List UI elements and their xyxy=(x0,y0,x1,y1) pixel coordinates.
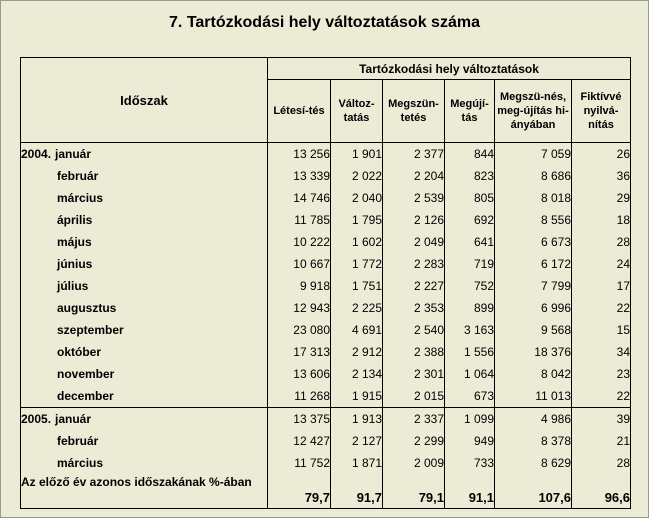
summary-fiktivve: 96,6 xyxy=(572,474,631,509)
month-label: szeptember xyxy=(57,323,124,337)
cell-megujitas: 3 163 xyxy=(445,319,495,341)
period-cell xyxy=(21,253,268,275)
month-label: április xyxy=(57,213,93,227)
table-row xyxy=(21,297,631,319)
cell-megszunes: 6 172 xyxy=(495,253,572,275)
month-label: december xyxy=(57,389,114,403)
cell-megszuntetes: 2 353 xyxy=(383,297,445,319)
cell-megszuntetes: 2 015 xyxy=(383,385,445,408)
year-label: 2005. xyxy=(21,412,52,426)
cell-megujitas: 805 xyxy=(445,187,495,209)
period-cell xyxy=(21,231,268,253)
cell-letesites: 13 256 xyxy=(268,143,331,166)
cell-valtoztatas: 1 901 xyxy=(331,143,383,166)
cell-valtoztatas: 1 871 xyxy=(331,452,383,474)
month-label: november xyxy=(57,367,115,381)
cell-megszuntetes: 2 388 xyxy=(383,341,445,363)
cell-megszuntetes: 2 299 xyxy=(383,430,445,452)
cell-fiktivve: 26 xyxy=(572,143,631,166)
cell-valtoztatas: 2 225 xyxy=(331,297,383,319)
cell-letesites: 23 080 xyxy=(268,319,331,341)
cell-megszunes: 7 059 xyxy=(495,143,572,166)
cell-letesites: 11 268 xyxy=(268,385,331,408)
cell-letesites: 10 667 xyxy=(268,253,331,275)
header-col-megszuntetes: Megszün-tetés xyxy=(383,80,445,143)
period-cell xyxy=(21,319,268,341)
table-row xyxy=(21,319,631,341)
period-cell xyxy=(21,385,268,408)
period-cell xyxy=(21,275,268,297)
cell-megszunes: 8 042 xyxy=(495,363,572,385)
month-label: március xyxy=(57,456,104,470)
month-label: február xyxy=(57,169,99,183)
table-row xyxy=(21,253,631,275)
cell-megujitas: 949 xyxy=(445,430,495,452)
cell-megszuntetes: 2 377 xyxy=(383,143,445,166)
cell-letesites: 11 752 xyxy=(268,452,331,474)
period-cell xyxy=(21,452,268,474)
cell-megszuntetes: 2 301 xyxy=(383,363,445,385)
summary-megujitas: 91,1 xyxy=(445,474,495,509)
cell-valtoztatas: 1 751 xyxy=(331,275,383,297)
cell-fiktivve: 22 xyxy=(572,385,631,408)
cell-megszunes: 6 673 xyxy=(495,231,572,253)
summary-megszuntetes: 79,1 xyxy=(383,474,445,509)
cell-megujitas: 733 xyxy=(445,452,495,474)
cell-megszunes: 4 986 xyxy=(495,408,572,431)
cell-megszuntetes: 2 126 xyxy=(383,209,445,231)
cell-megszunes: 6 996 xyxy=(495,297,572,319)
header-col-megszunes: Megszü-nés, meg-újítás hi-ányában xyxy=(495,80,572,143)
table-row xyxy=(21,452,631,474)
cell-valtoztatas: 2 040 xyxy=(331,187,383,209)
month-label: október xyxy=(57,345,102,359)
header-col-letesites: Létesí-tés xyxy=(268,80,331,143)
cell-valtoztatas: 2 127 xyxy=(331,430,383,452)
cell-fiktivve: 15 xyxy=(572,319,631,341)
cell-megszunes: 8 018 xyxy=(495,187,572,209)
period-cell xyxy=(21,165,268,187)
cell-megujitas: 823 xyxy=(445,165,495,187)
cell-megszunes: 8 686 xyxy=(495,165,572,187)
period-cell xyxy=(21,341,268,363)
cell-letesites: 13 606 xyxy=(268,363,331,385)
cell-megujitas: 1 556 xyxy=(445,341,495,363)
cell-megujitas: 1 064 xyxy=(445,363,495,385)
period-cell xyxy=(21,187,268,209)
cell-letesites: 12 427 xyxy=(268,430,331,452)
cell-valtoztatas: 1 913 xyxy=(331,408,383,431)
header-col-valtoztatas: Változ-tatás xyxy=(331,80,383,143)
cell-megujitas: 673 xyxy=(445,385,495,408)
table-row xyxy=(21,143,631,166)
cell-megujitas: 752 xyxy=(445,275,495,297)
data-table xyxy=(20,57,631,509)
cell-fiktivve: 24 xyxy=(572,253,631,275)
cell-megszuntetes: 2 009 xyxy=(383,452,445,474)
cell-megszunes: 18 376 xyxy=(495,341,572,363)
period-cell xyxy=(21,430,268,452)
cell-fiktivve: 23 xyxy=(572,363,631,385)
cell-megszuntetes: 2 227 xyxy=(383,275,445,297)
summary-row xyxy=(21,474,631,509)
cell-megszuntetes: 2 049 xyxy=(383,231,445,253)
cell-megszuntetes: 2 283 xyxy=(383,253,445,275)
cell-letesites: 12 943 xyxy=(268,297,331,319)
cell-letesites: 17 313 xyxy=(268,341,331,363)
cell-fiktivve: 29 xyxy=(572,187,631,209)
table-row xyxy=(21,430,631,452)
month-label: július xyxy=(57,279,89,293)
cell-letesites: 9 918 xyxy=(268,275,331,297)
cell-fiktivve: 28 xyxy=(572,452,631,474)
summary-letesites: 79,7 xyxy=(268,474,331,509)
table-body xyxy=(21,143,631,509)
cell-fiktivve: 22 xyxy=(572,297,631,319)
cell-megujitas: 641 xyxy=(445,231,495,253)
table-row xyxy=(21,165,631,187)
month-label: január xyxy=(55,412,92,426)
cell-letesites: 10 222 xyxy=(268,231,331,253)
cell-megszunes: 9 568 xyxy=(495,319,572,341)
cell-megszuntetes: 2 337 xyxy=(383,408,445,431)
cell-fiktivve: 17 xyxy=(572,275,631,297)
cell-megujitas: 719 xyxy=(445,253,495,275)
month-label: január xyxy=(55,147,92,161)
cell-letesites: 13 339 xyxy=(268,165,331,187)
header-group: Tartózkodási hely változtatások xyxy=(268,58,631,80)
cell-valtoztatas: 1 795 xyxy=(331,209,383,231)
summary-megszunes: 107,6 xyxy=(495,474,572,509)
cell-fiktivve: 34 xyxy=(572,341,631,363)
month-label: május xyxy=(57,235,92,249)
table-row xyxy=(21,408,631,431)
table-row xyxy=(21,209,631,231)
header-col-fiktivve: Fiktívvé nyilvá-nítás xyxy=(572,80,631,143)
period-cell xyxy=(21,297,268,319)
header-period: Időszak xyxy=(21,58,268,143)
summary-valtoztatas: 91,7 xyxy=(331,474,383,509)
year-label: 2004. xyxy=(21,147,52,161)
header-col-megujitas: Megújí-tás xyxy=(445,80,495,143)
cell-megujitas: 1 099 xyxy=(445,408,495,431)
table-row xyxy=(21,231,631,253)
cell-valtoztatas: 1 915 xyxy=(331,385,383,408)
table-row xyxy=(21,341,631,363)
cell-fiktivve: 39 xyxy=(572,408,631,431)
period-cell xyxy=(21,408,268,431)
cell-letesites: 11 785 xyxy=(268,209,331,231)
table-row xyxy=(21,187,631,209)
cell-megujitas: 899 xyxy=(445,297,495,319)
period-cell xyxy=(21,209,268,231)
cell-valtoztatas: 1 772 xyxy=(331,253,383,275)
period-cell xyxy=(21,363,268,385)
cell-megszunes: 8 556 xyxy=(495,209,572,231)
cell-fiktivve: 21 xyxy=(572,430,631,452)
cell-megszunes: 7 799 xyxy=(495,275,572,297)
cell-megszunes: 8 629 xyxy=(495,452,572,474)
cell-valtoztatas: 2 912 xyxy=(331,341,383,363)
period-cell xyxy=(21,143,268,166)
cell-valtoztatas: 4 691 xyxy=(331,319,383,341)
cell-megszuntetes: 2 540 xyxy=(383,319,445,341)
cell-letesites: 13 375 xyxy=(268,408,331,431)
cell-fiktivve: 18 xyxy=(572,209,631,231)
cell-megszuntetes: 2 204 xyxy=(383,165,445,187)
table-row xyxy=(21,385,631,408)
month-label: augusztus xyxy=(57,301,117,315)
month-label: június xyxy=(57,257,93,271)
cell-valtoztatas: 2 134 xyxy=(331,363,383,385)
cell-valtoztatas: 2 022 xyxy=(331,165,383,187)
table-row xyxy=(21,363,631,385)
cell-megszuntetes: 2 539 xyxy=(383,187,445,209)
cell-fiktivve: 28 xyxy=(572,231,631,253)
month-label: március xyxy=(57,191,104,205)
table-row xyxy=(21,275,631,297)
page-title: 7. Tartózkodási hely változtatások száma xyxy=(169,14,480,31)
cell-megszunes: 8 378 xyxy=(495,430,572,452)
cell-megujitas: 844 xyxy=(445,143,495,166)
month-label: február xyxy=(57,434,99,448)
cell-fiktivve: 36 xyxy=(572,165,631,187)
cell-megszunes: 11 013 xyxy=(495,385,572,408)
cell-megujitas: 692 xyxy=(445,209,495,231)
cell-valtoztatas: 1 602 xyxy=(331,231,383,253)
summary-label: Az előző év azonos időszakának %-ában xyxy=(21,474,268,509)
cell-letesites: 14 746 xyxy=(268,187,331,209)
